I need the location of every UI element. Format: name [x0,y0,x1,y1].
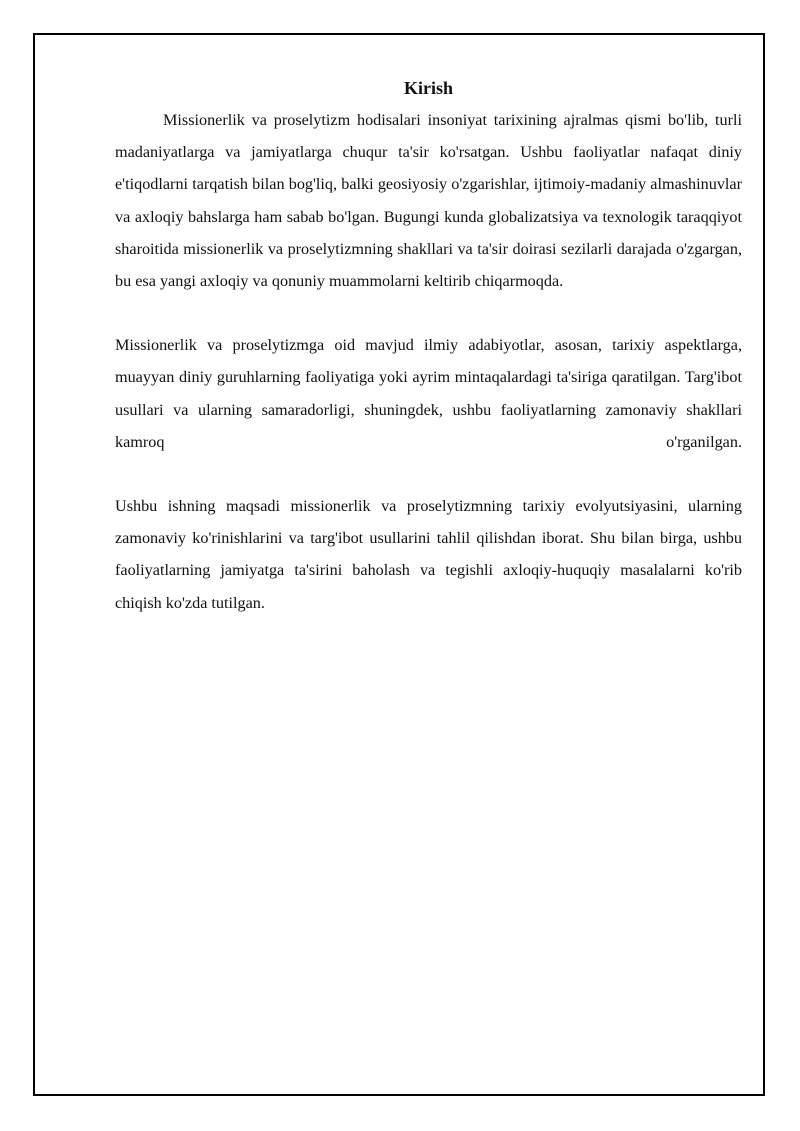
document-body [115,76,742,619]
document-title: Kirish [403,78,453,98]
paragraph-intro: Missionerlik va proselytizm hodisalari insoniyat tarixining ajralmas qismi bo'lib, turli madaniyatlarga va jamiyatlarga chuqur ta'sir ko'rsatgan. Ushbu faoliyatlar nafaqat diniy e'tiqodlarni tarqatish bilan bog'liq, balki geosiyosiy o'zgarishlar, ijtimoiy-madaniy almashinuvlar va axloqiy bahslarga ham sabab bo'lgan. Bugungi kunda globalizatsiya va texnologik taraqqiyot sharoitida missionerlik va proselytizmning shakllari va ta'sir doirasi sezilarli darajada o'zgargan, bu esa yangi axloqiy va qonuniy muammolarni keltirib chiqarmoqda. [115,111,742,291]
paragraph-literature: Missionerlik va proselytizmga oid mavjud ilmiy adabiyotlar, asosan, tarixiy aspektlarga, muayyan diniy guruhlarning faoliyatiga yoki ayrim mintaqalardagi ta'siriga qaratilgan. Targ'ibot usullari va ularning samaradorligi, shuningdek, ushbu faoliyatlarning zamonaviy shakllari kamroq o'rganilgan. [115,336,742,451]
paragraph-gap [115,458,742,490]
paragraph-gap [115,297,742,329]
paragraph-aim: Ushbu ishning maqsadi missionerlik va proselytizmning tarixiy evolyutsiyasini, ularning zamonaviy ko'rinishlarini va targ'ibot usullarini tahlil qilishdan iborat. Shu bilan birga, ushbu faoliyatlarning jamiyatga ta'sirini baholash va tegishli axloqiy-huquqiy masalalarni ko'rib chiqish ko'zda tutilgan. [115,497,742,612]
